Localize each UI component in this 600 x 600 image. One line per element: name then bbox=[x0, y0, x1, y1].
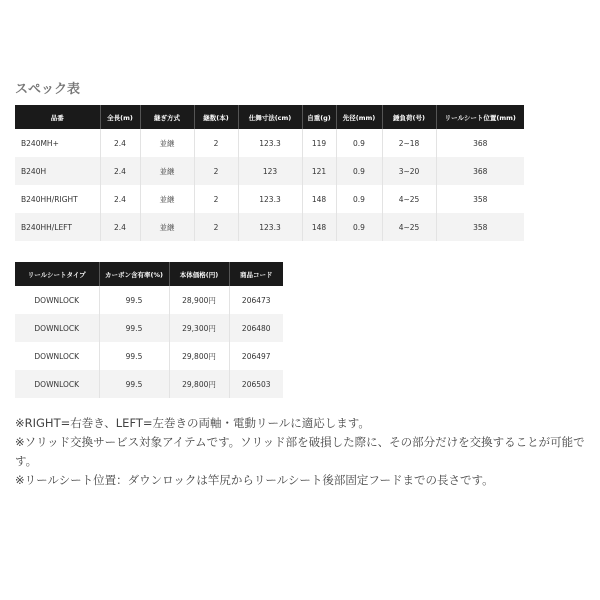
column-header: 全長(m) bbox=[100, 105, 140, 129]
table-cell: 358 bbox=[436, 213, 524, 241]
table-cell: 29,300円 bbox=[169, 314, 229, 342]
table-cell: 29,800円 bbox=[169, 370, 229, 398]
spec-header-row bbox=[15, 105, 524, 129]
table-cell: 99.5 bbox=[99, 342, 169, 370]
column-header: 仕舞寸法(cm) bbox=[238, 105, 302, 129]
table-cell: B240HH/RIGHT bbox=[15, 185, 100, 213]
table-cell: 2.4 bbox=[100, 157, 140, 185]
price-table bbox=[15, 262, 283, 398]
table-cell: B240MH+ bbox=[15, 129, 100, 157]
page-title: スペック表 bbox=[15, 82, 81, 97]
column-header: 商品コード bbox=[229, 262, 283, 286]
table-cell: 123 bbox=[238, 157, 302, 185]
notes bbox=[15, 414, 590, 490]
column-header: リールシートタイプ bbox=[15, 262, 99, 286]
table-cell: 並継 bbox=[140, 185, 194, 213]
table-cell: 123.3 bbox=[238, 185, 302, 213]
table-cell: 2 bbox=[194, 157, 238, 185]
table-cell: 206497 bbox=[229, 342, 283, 370]
table-cell: DOWNLOCK bbox=[15, 342, 99, 370]
column-header: 先径(mm) bbox=[336, 105, 382, 129]
table-cell: 99.5 bbox=[99, 314, 169, 342]
table-row bbox=[15, 213, 524, 241]
table-cell: 123.3 bbox=[238, 129, 302, 157]
note-2: ※ソリッド交換サービス対象アイテムです。ソリッド部を破損した際に、その部分だけを交換することが可能です。 bbox=[15, 435, 585, 468]
table-cell: 28,900円 bbox=[169, 286, 229, 314]
table-cell: 2.4 bbox=[100, 129, 140, 157]
column-header: 継数(本) bbox=[194, 105, 238, 129]
table-cell: 206473 bbox=[229, 286, 283, 314]
table-cell: 0.9 bbox=[336, 185, 382, 213]
table-cell: B240HH/LEFT bbox=[15, 213, 100, 241]
table-cell: 358 bbox=[436, 185, 524, 213]
price-header-row bbox=[15, 262, 283, 286]
table-cell: 3~20 bbox=[382, 157, 436, 185]
column-header: リールシート位置(mm) bbox=[436, 105, 524, 129]
table-cell: 148 bbox=[302, 185, 336, 213]
table-cell: 0.9 bbox=[336, 157, 382, 185]
table-cell: 2 bbox=[194, 185, 238, 213]
table-cell: 2 bbox=[194, 213, 238, 241]
table-cell: 並継 bbox=[140, 157, 194, 185]
table-cell: 2~18 bbox=[382, 129, 436, 157]
table-cell: 4~25 bbox=[382, 213, 436, 241]
table-cell: 2.4 bbox=[100, 185, 140, 213]
table-cell: 148 bbox=[302, 213, 336, 241]
column-header: 継ぎ方式 bbox=[140, 105, 194, 129]
table-cell: 368 bbox=[436, 157, 524, 185]
table-cell: 123.3 bbox=[238, 213, 302, 241]
column-header: 本体価格(円) bbox=[169, 262, 229, 286]
table-row bbox=[15, 370, 283, 398]
table-cell: 0.9 bbox=[336, 213, 382, 241]
table-cell: 4~25 bbox=[382, 185, 436, 213]
table-cell: 206480 bbox=[229, 314, 283, 342]
table-cell: 368 bbox=[436, 129, 524, 157]
column-header: 錘負荷(号) bbox=[382, 105, 436, 129]
table-row bbox=[15, 129, 524, 157]
spec-table bbox=[15, 105, 524, 241]
note-1: ※RIGHT=右巻き、LEFT=左巻きの両軸・電動リールに適応します。 bbox=[15, 416, 370, 430]
table-cell: 99.5 bbox=[99, 286, 169, 314]
table-cell: 99.5 bbox=[99, 370, 169, 398]
table-cell: 0.9 bbox=[336, 129, 382, 157]
column-header: 品番 bbox=[15, 105, 100, 129]
column-header: 自重(g) bbox=[302, 105, 336, 129]
table-row bbox=[15, 286, 283, 314]
table-cell: DOWNLOCK bbox=[15, 314, 99, 342]
table-row bbox=[15, 314, 283, 342]
table-row bbox=[15, 157, 524, 185]
table-row bbox=[15, 342, 283, 370]
table-cell: 206503 bbox=[229, 370, 283, 398]
table-cell: 2.4 bbox=[100, 213, 140, 241]
table-row bbox=[15, 185, 524, 213]
table-cell: 119 bbox=[302, 129, 336, 157]
table-cell: 29,800円 bbox=[169, 342, 229, 370]
table-cell: 並継 bbox=[140, 213, 194, 241]
note-3: ※リールシート位置：ダウンロックは竿尻からリールシート後部固定フードまでの長さです。 bbox=[15, 473, 494, 487]
table-cell: 2 bbox=[194, 129, 238, 157]
column-header: カーボン含有率(%) bbox=[99, 262, 169, 286]
table-cell: 並継 bbox=[140, 129, 194, 157]
table-cell: B240H bbox=[15, 157, 100, 185]
table-cell: 121 bbox=[302, 157, 336, 185]
table-cell: DOWNLOCK bbox=[15, 286, 99, 314]
table-cell: DOWNLOCK bbox=[15, 370, 99, 398]
